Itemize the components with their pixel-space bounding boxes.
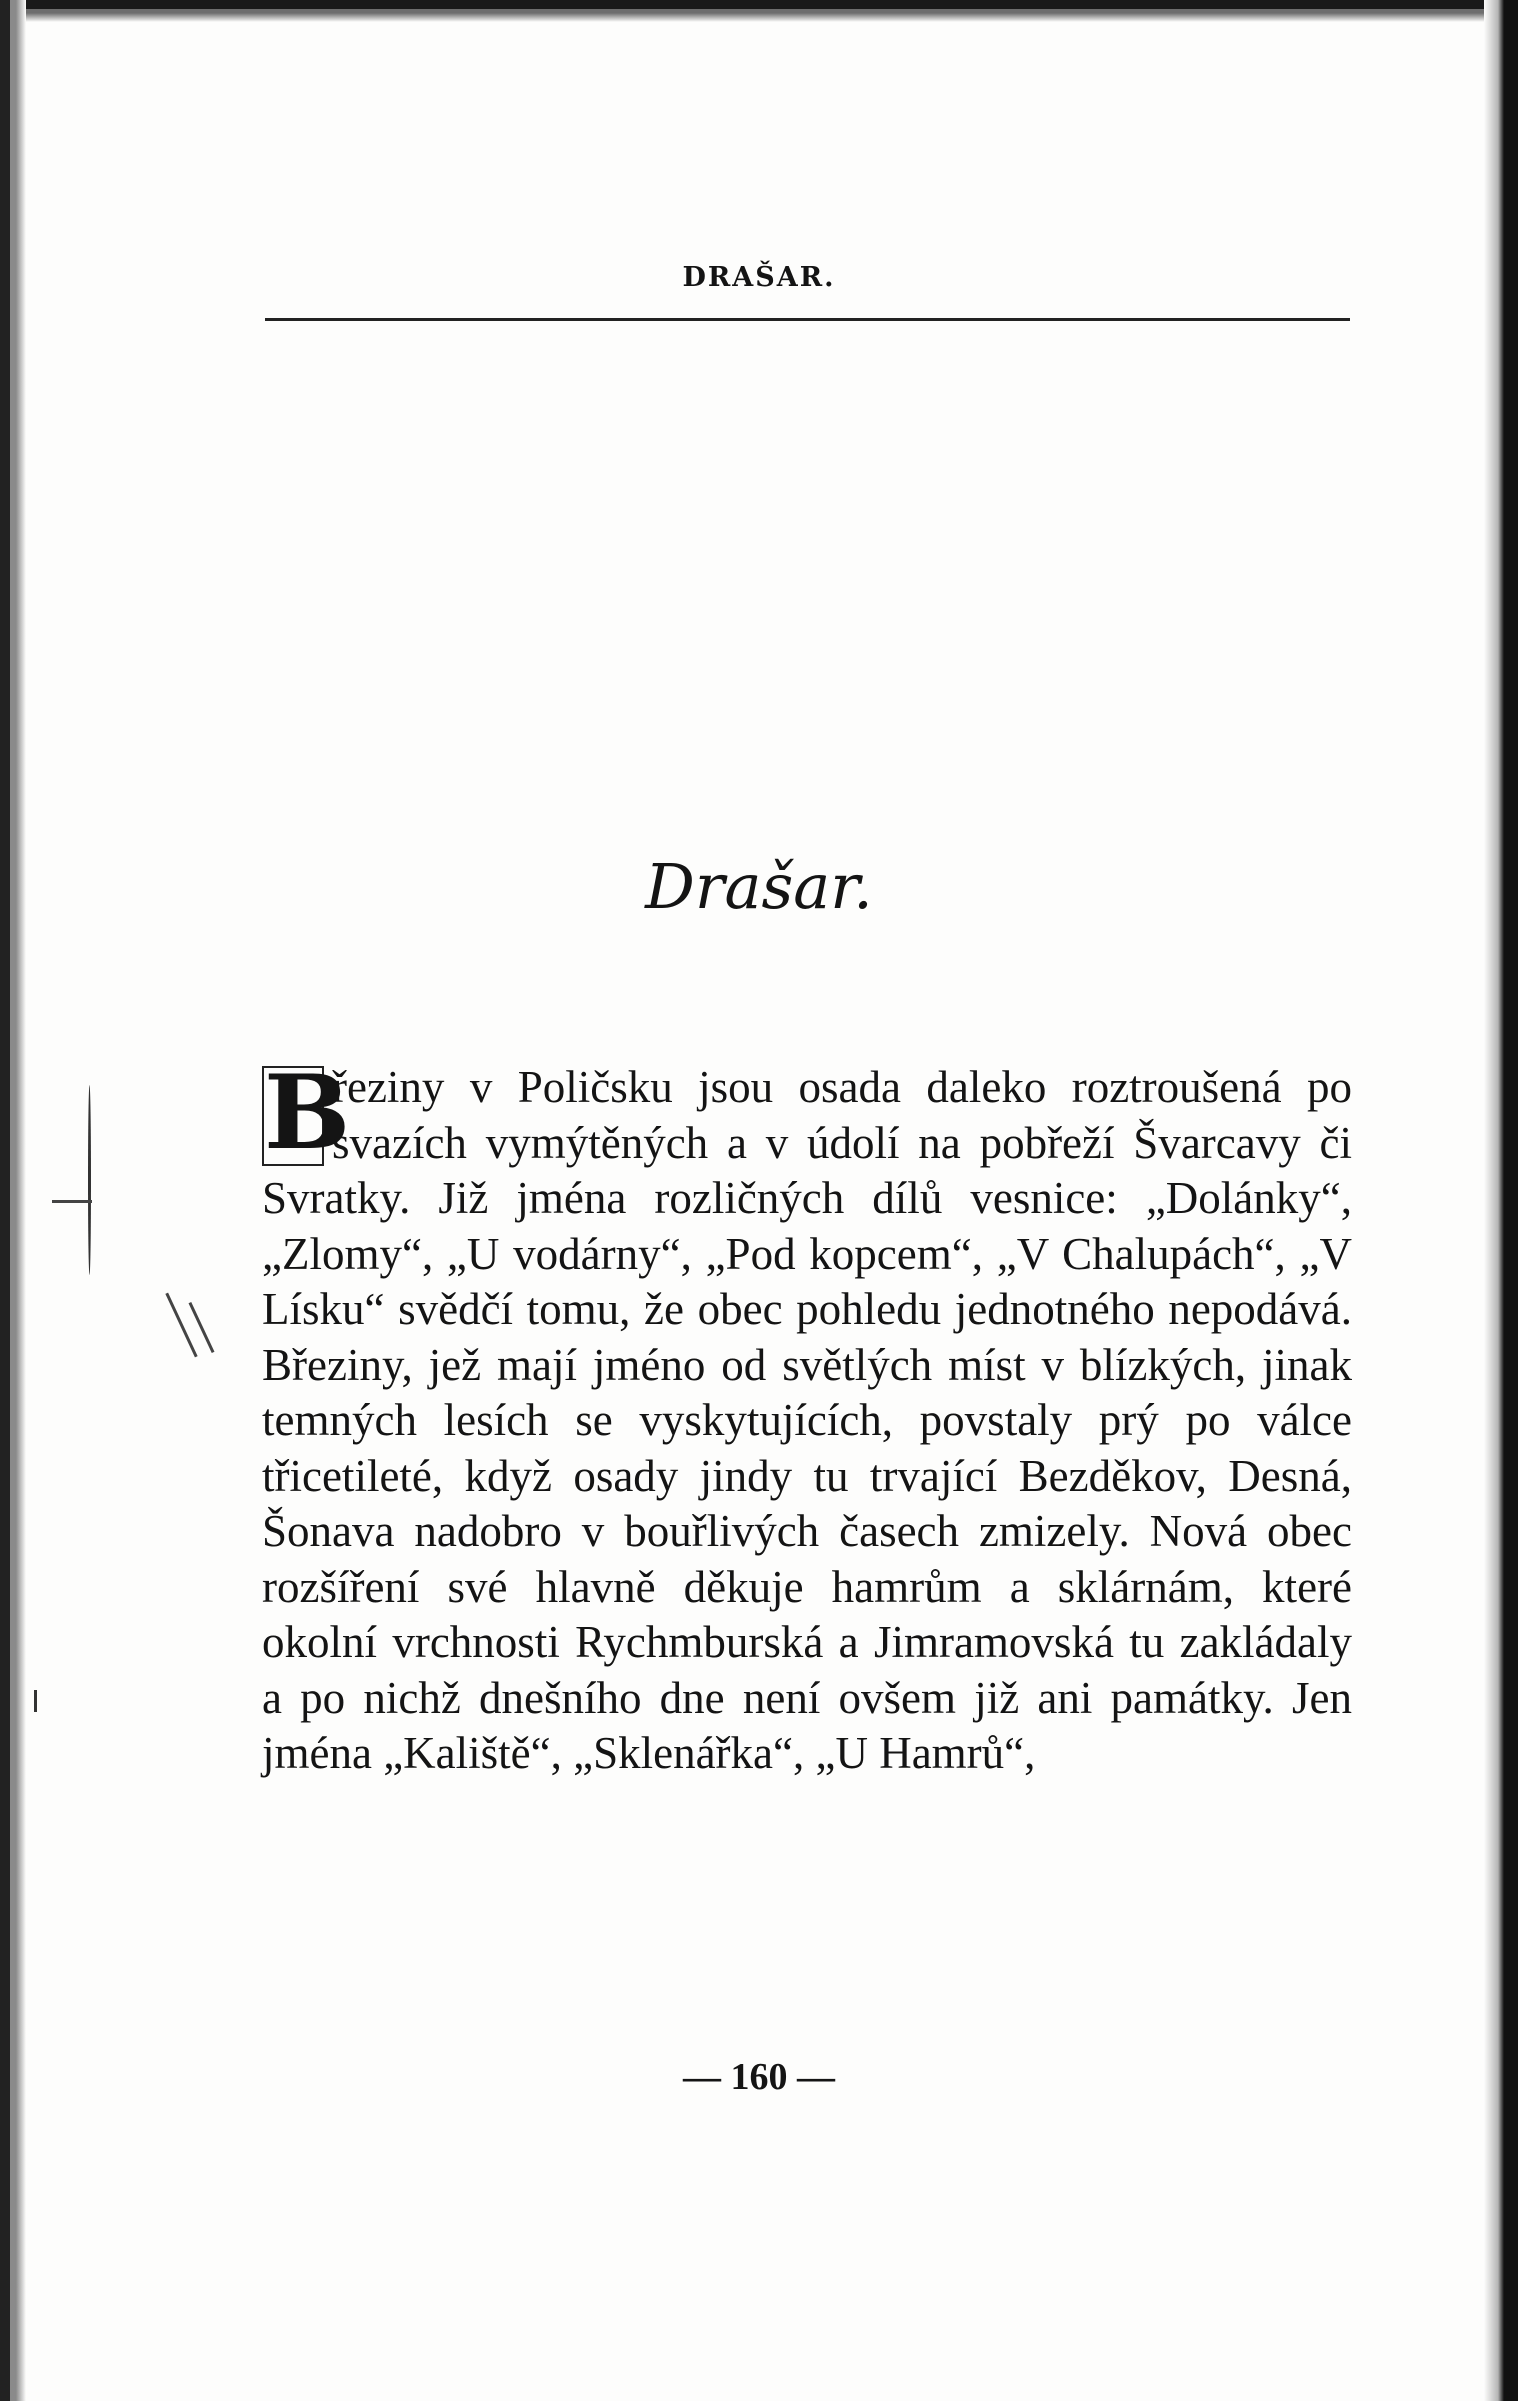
margin-pencil-mark	[52, 1200, 92, 1203]
margin-pencil-mark	[165, 1293, 197, 1358]
margin-pencil-mark	[34, 1690, 37, 1712]
chapter-title: Drašar.	[645, 850, 873, 923]
scan-border-top	[0, 0, 1518, 22]
margin-pencil-mark	[88, 1085, 91, 1275]
drop-cap: B	[264, 1053, 351, 1173]
body-text: řeziny v Poličsku jsou osada daleko roztroušená po svazích vymýtěných a v údolí na pobřeží Švarcavy či Svratky. Již jména rozličných dílů vesnice: „Dolánky“, „Zlomy“, „U vodárny“, „Pod kopcem“, „V Chalupách“, „V Lísku“ svědčí tomu, že obec pohledu jednotného nepodává. Březiny, jež mají jméno od světlých míst v blízkých, jinak temných lesích se vyskytujících, povstaly prý po válce třicetileté, když osady jindy tu trvající Bezděkov, Desná, Šonava nadobro v bouřlivých časech zmizely. Nová obec rozšíření své hlavně děkuje hamrům a sklárnám, které okolní vrchnosti Rychmburská a Jimramovská tu zakládaly a po nichž dnešního dne není ovšem již ani památky. Jen jména „Kaliště“, „Sklenářka“, „U Hamrů“,	[262, 1062, 1352, 1778]
scan-border-left	[0, 0, 26, 2401]
running-head-rule	[265, 318, 1350, 321]
body-paragraph	[262, 1053, 1352, 1782]
scan-border-right	[1484, 0, 1518, 2401]
page-number: — 160 —	[683, 2056, 835, 2098]
running-head: DRAŠAR.	[682, 262, 836, 293]
